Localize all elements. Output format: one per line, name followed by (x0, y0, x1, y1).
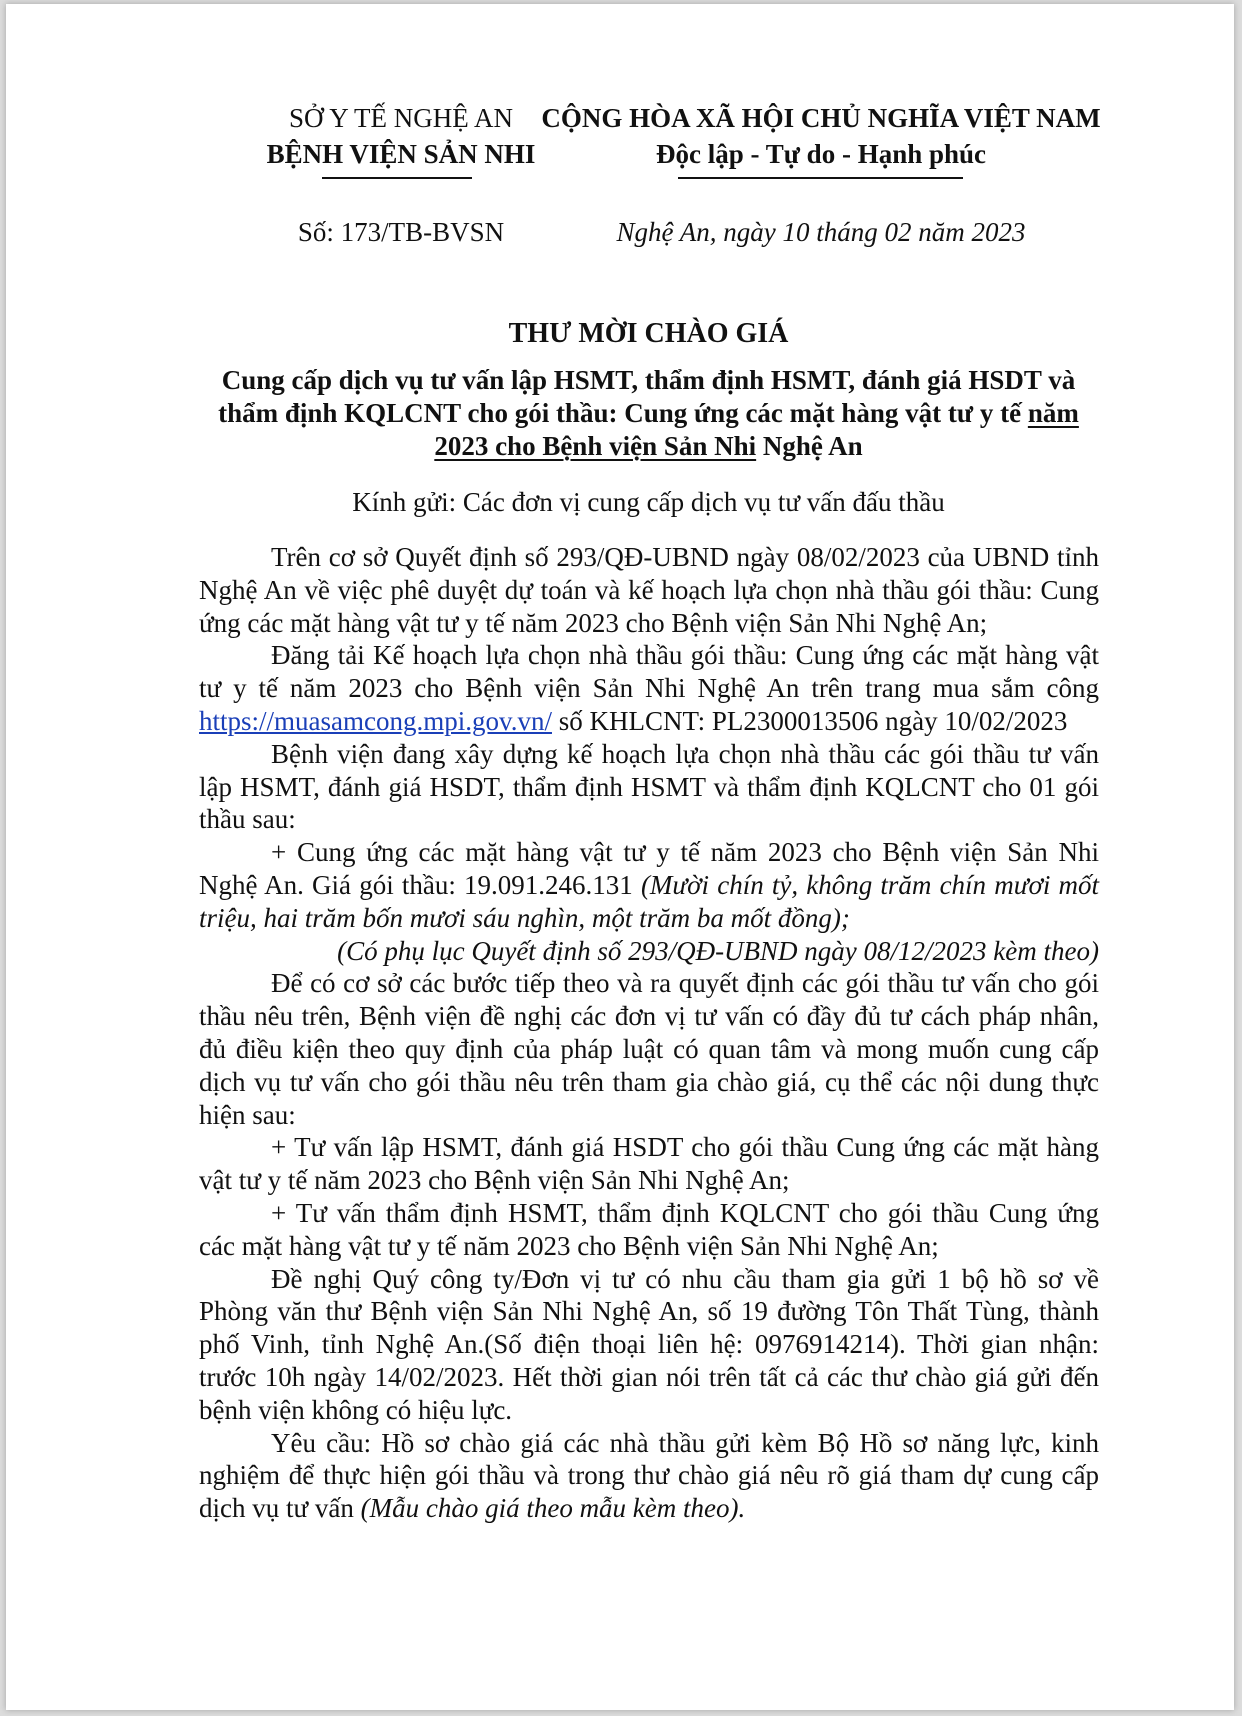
place-and-date: Nghệ An, ngày 10 tháng 02 năm 2023 (616, 217, 1026, 247)
subject-underlined: năm 2023 cho Bệnh viện Sản Nhi (434, 398, 1079, 461)
subject-tail: Nghệ An (762, 431, 863, 461)
document-title: THƯ MỜI CHÀO GIÁ (508, 318, 789, 349)
publication-tail: số KHLCNT: PL2300013506 ngày 10/02/2023 (558, 705, 1068, 736)
agency-line-1: SỞ Y TẾ NGHỆ AN (288, 103, 513, 133)
publication-text: Đăng tải Kế hoạch lựa chọn nhà thầu gói thầu: Cung ứng các mặt hàng vật tư y tế năm 2023 cho Bệnh viện Sản Nhi Nghệ An trên trang mua sắm công (199, 640, 1099, 704)
paragraph-package (199, 836, 1099, 934)
paragraph-item-2: + Tư vấn thẩm định HSMT, thẩm định KQLCNT cho gói thầu Cung ứng các mặt hàng vật tư y tế năm 2023 cho Bệnh viện Sản Nhi Nghệ An; (199, 1197, 1099, 1261)
agency-underline (322, 177, 472, 179)
paragraph-request: Để có cơ sở các bước tiếp theo và ra quyết định các gói thầu tư vấn cho gói thầu nêu trên, Bệnh viện đề nghị các đơn vị tư vấn có đầy đủ tư cách pháp nhân, đủ điều kiện theo quy định của pháp luật có quan tâm và mong muốn cung cấp dịch vụ tư vấn cho gói thầu nêu trên tham gia chào giá, cụ thể các nội dung thực hiện sau: (199, 968, 1099, 1130)
paragraph-appendix: (Có phụ lục Quyết định số 293/QĐ-UBND ngày 08/12/2023 kèm theo) (337, 935, 1099, 966)
nation-line-2: Độc lập - Tự do - Hạnh phúc (655, 139, 987, 169)
document-body (199, 541, 1099, 1525)
paragraph-submission: Đề nghị Quý công ty/Đơn vị tư có nhu cầu tham gia gửi 1 bộ hồ sơ về Phòng văn thư Bệnh viện Sản Nhi Nghệ An, số 19 đường Tôn Thất Tùng, thành phố Vinh, tỉnh Nghệ An.(Số điện thoại liên hệ: 0976914214). Thời gian nhận: trước 10h ngày 14/02/2023. Hết thời gian nói trên tất cả các thư chào giá gửi đến bệnh viện không có hiệu lực. (199, 1263, 1099, 1425)
package-text: + Cung ứng các mặt hàng vật tư y tế năm 2023 cho Bệnh viện Sản Nhi Nghệ An. Giá gói thầu: 19.091.246.131 (199, 837, 1099, 900)
paragraph-item-1: + Tư vấn lập HSMT, đánh giá HSDT cho gói thầu Cung ứng các mặt hàng vật tư y tế năm 2023 cho Bệnh viện Sản Nhi Nghệ An; (199, 1132, 1099, 1196)
national-motto (526, 100, 1116, 172)
agency-line-2: BỆNH VIỆN SẢN NHI (266, 139, 536, 169)
subject-lead: Cung cấp dịch vụ tư vấn lập HSMT, thẩm định HSMT, đánh giá HSDT và thẩm định KQLCNT cho gói thầu: Cung ứng các mặt hàng vật tư y tế (218, 365, 1076, 428)
paragraph-plan: Bệnh viện đang xây dựng kế hoạch lựa chọn nhà thầu các gói thầu tư vấn lập HSMT, đánh giá HSDT, thẩm định HSMT và thẩm định KQLCNT cho 01 gói thầu sau: (199, 738, 1099, 835)
motto-underline (678, 177, 963, 179)
requirements-text: Yêu cầu: Hồ sơ chào giá các nhà thầu gửi kèm Bộ Hồ sơ năng lực, kinh nghiệm để thực hiện gói thầu và trong thư chào giá nêu rõ giá tham dự cung cấp dịch vụ tư vấn (199, 1427, 1099, 1524)
package-price-words: (Mười chín tỷ, không trăm chín mươi mốt triệu, hai trăm bốn mươi sáu nghìn, một trăm ba mốt đồng); (199, 869, 1100, 933)
paragraph-publication (199, 639, 1099, 737)
document-number: Số: 173/TB-BVSN (297, 217, 505, 247)
procurement-link[interactable]: https://muasamcong.mpi.gov.vn/ (199, 705, 552, 736)
document-page (6, 4, 1234, 1710)
nation-line-1: CỘNG HÒA XÃ HỘI CHỦ NGHĨA VIỆT NAM (541, 103, 1101, 133)
recipient-line: Kính gửi: Các đơn vị cung cấp dịch vụ tư vấn đấu thầu (352, 487, 945, 517)
requirements-italic: (Mẫu chào giá theo mẫu kèm theo). (360, 1493, 746, 1524)
paragraph-requirements (199, 1427, 1099, 1525)
paragraph-basis: Trên cơ sở Quyết định số 293/QĐ-UBND ngày 08/02/2023 của UBND tỉnh Nghệ An về việc phê duyệt dự toán và kế hoạch lựa chọn nhà thầu gói thầu: Cung ứng các mặt hàng vật tư y tế năm 2023 cho Bệnh viện Sản Nhi Nghệ An; (199, 542, 1099, 638)
document-subject (206, 364, 1091, 463)
